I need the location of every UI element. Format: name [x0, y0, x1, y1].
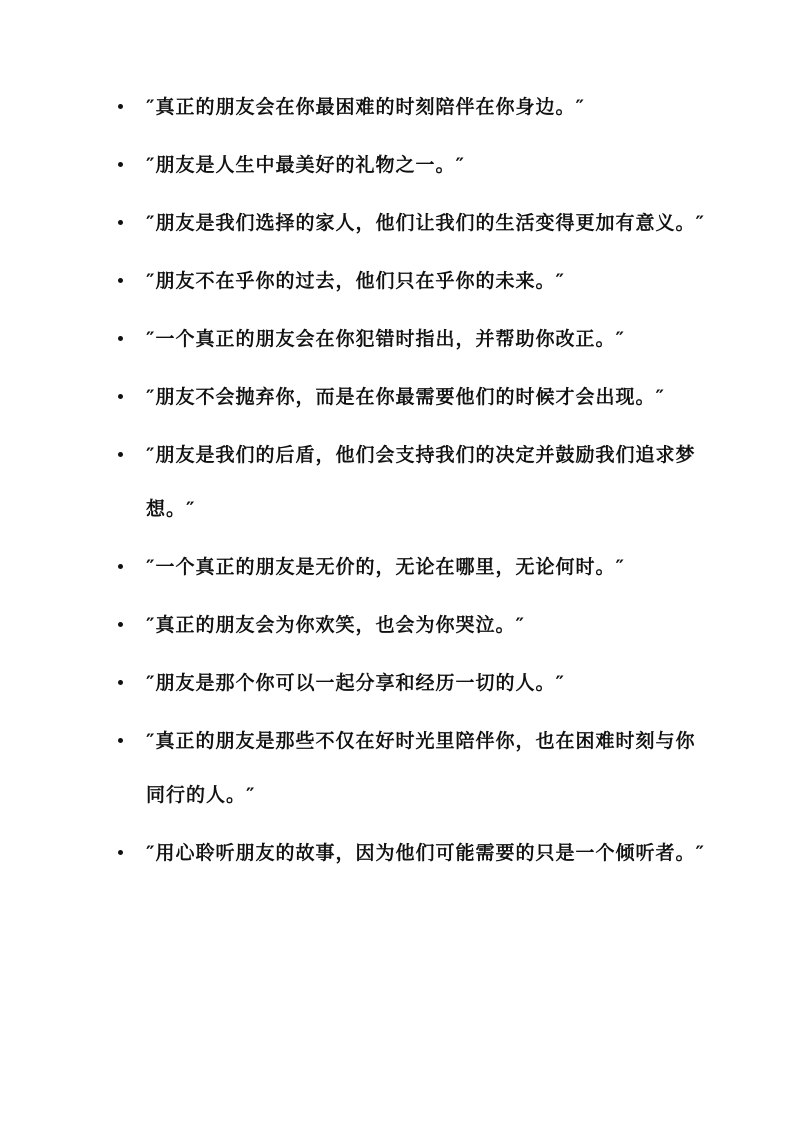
- list-item: [118, 312, 708, 366]
- quote-text: ″真正的朋友会在你最困难的时刻陪伴在你身边。″: [146, 96, 585, 118]
- quote-list: [118, 80, 708, 884]
- bullet-icon: [118, 278, 123, 283]
- bullet-icon: [118, 850, 123, 855]
- quote-text: ″朋友是那个你可以一起分享和经历一切的人。″: [146, 672, 565, 694]
- quote-text: ″真正的朋友是那些不仅在好时光里陪伴你，也在困难时刻与你同行的人。″: [146, 730, 696, 806]
- list-item: [118, 370, 708, 424]
- bullet-icon: [118, 394, 123, 399]
- quote-text: ″朋友不在乎你的过去，他们只在乎你的未来。″: [146, 270, 565, 292]
- quote-text: ″朋友是我们选择的家人，他们让我们的生活变得更加有意义。″: [146, 212, 705, 234]
- quote-text: ″一个真正的朋友是无价的，无论在哪里，无论何时。″: [146, 556, 625, 578]
- bullet-icon: [118, 336, 123, 341]
- quote-text: ″朋友是人生中最美好的礼物之一。″: [146, 154, 465, 176]
- quote-text: ″朋友是我们的后盾，他们会支持我们的决定并鼓励我们追求梦想。″: [146, 444, 696, 520]
- quote-text: ″用心聆听朋友的故事，因为他们可能需要的只是一个倾听者。″: [146, 842, 705, 864]
- bullet-icon: [118, 104, 123, 109]
- list-item: [118, 428, 708, 536]
- quote-text: ″一个真正的朋友会在你犯错时指出，并帮助你改正。″: [146, 328, 625, 350]
- bullet-icon: [118, 452, 123, 457]
- list-item: [118, 598, 708, 652]
- list-item: [118, 826, 708, 880]
- bullet-icon: [118, 564, 123, 569]
- list-item: [118, 254, 708, 308]
- list-item: [118, 138, 708, 192]
- bullet-icon: [118, 220, 123, 225]
- bullet-icon: [118, 162, 123, 167]
- quote-text: ″朋友不会抛弃你，而是在你最需要他们的时候才会出现。″: [146, 386, 665, 408]
- quote-text: ″真正的朋友会为你欢笑，也会为你哭泣。″: [146, 614, 525, 636]
- bullet-icon: [118, 680, 123, 685]
- bullet-icon: [118, 738, 123, 743]
- bullet-icon: [118, 622, 123, 627]
- list-item: [118, 714, 708, 822]
- list-item: [118, 196, 708, 250]
- list-item: [118, 540, 708, 594]
- list-item: [118, 80, 708, 134]
- list-item: [118, 656, 708, 710]
